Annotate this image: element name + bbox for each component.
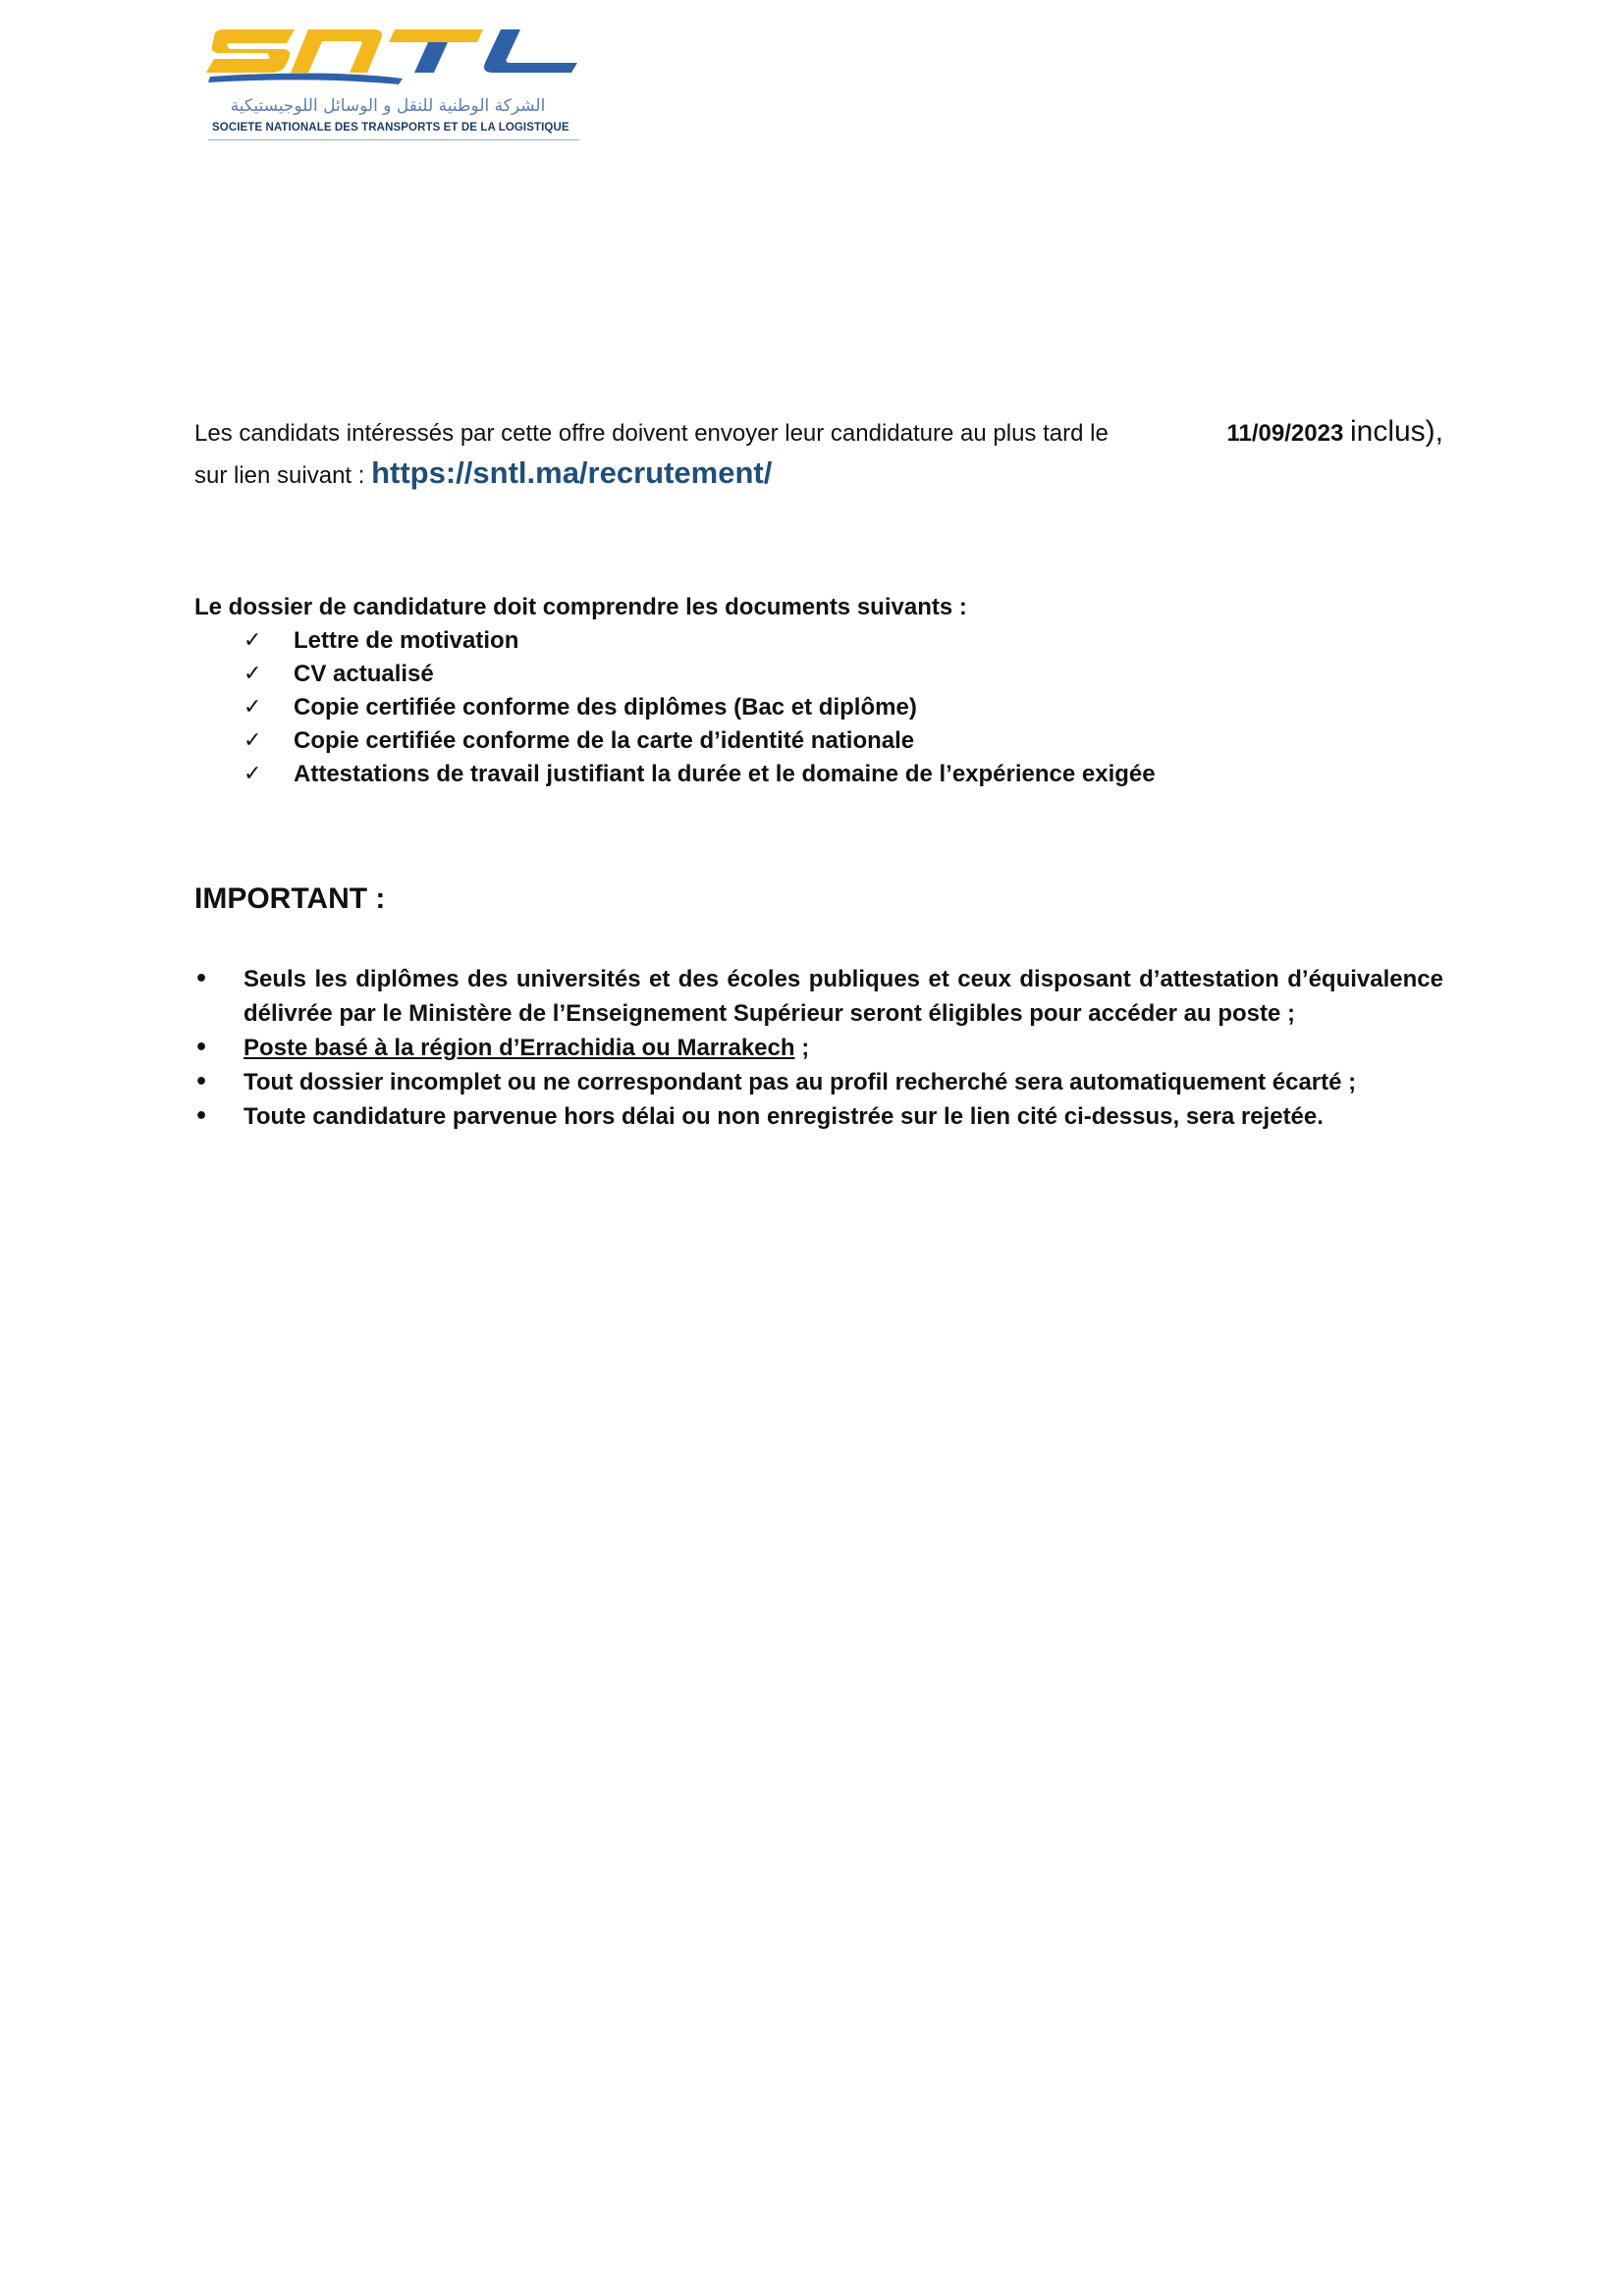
check-icon: ✓ xyxy=(244,628,262,653)
intro-text: Les candidats intéressés par cette offre doivent envoyer leur candidature au plus tard le xyxy=(194,420,1109,447)
check-icon: ✓ xyxy=(244,695,262,720)
bullet-icon: • xyxy=(194,967,209,991)
link-prefix: sur lien suivant : xyxy=(194,462,365,489)
bullet-icon: • xyxy=(194,1070,209,1095)
list-item: • Toute candidature parvenue hors délai ou non enregistrée sur le lien cité ci-dessus, sera rejetée. xyxy=(194,1099,1443,1134)
deadline-date: 11/09/2023 xyxy=(1226,420,1344,447)
recruitment-link[interactable]: https://sntl.ma/recrutement/ xyxy=(371,455,773,490)
logo-divider xyxy=(208,139,579,140)
intro-line-1 xyxy=(194,412,1443,454)
documents-section xyxy=(194,591,1443,791)
important-rules xyxy=(194,962,1443,1134)
bullet-icon: • xyxy=(194,1036,209,1060)
list-item: • Poste basé à la région d’Errachidia ou Marrakech ; xyxy=(194,1031,1443,1065)
check-icon: ✓ xyxy=(244,662,262,686)
sntl-wordmark-graphic xyxy=(206,29,581,94)
list-item: ✓ Copie certifiée conforme de la carte d’identité nationale xyxy=(194,724,1443,758)
list-item: ✓ Lettre de motivation xyxy=(194,624,1443,658)
list-item: ✓ Attestations de travail justifiant la durée et le domaine de l’expérience exigée xyxy=(194,758,1443,791)
list-item: • Tout dossier incomplet ou ne correspondant pas au profil recherché sera automatiquement écarté ; xyxy=(194,1065,1443,1099)
company-logo xyxy=(206,29,581,145)
list-item: • Seuls les diplômes des universités et des écoles publiques et ceux disposant d’attestation d’équivalence délivrée par le Ministère de l’Enseignement Supérieur seront éligibles pour accéder au poste ; xyxy=(194,962,1443,1031)
rules-list xyxy=(194,962,1443,1134)
logo-french-name: SOCIETE NATIONALE DES TRANSPORTS ET DE LA LOGISTIQUE xyxy=(212,122,569,133)
list-item: ✓ Copie certifiée conforme des diplômes (Bac et diplôme) xyxy=(194,691,1443,724)
intro-suffix: inclus), xyxy=(1349,415,1443,448)
list-item: ✓ CV actualisé xyxy=(194,658,1443,691)
location-text: Poste basé à la région d’Errachidia ou Marrakech xyxy=(244,1035,795,1061)
intro-line-2 xyxy=(194,454,1443,496)
intro-paragraph xyxy=(194,412,1443,496)
important-heading: IMPORTANT : xyxy=(194,882,386,915)
documents-heading: Le dossier de candidature doit comprendre les documents suivants : xyxy=(194,594,967,620)
logo-arabic-name: الشركة الوطنية للنقل و الوسائل اللوجيستيكية xyxy=(230,96,546,116)
check-icon: ✓ xyxy=(244,728,262,753)
documents-list xyxy=(194,624,1443,791)
check-icon: ✓ xyxy=(244,762,262,786)
bullet-icon: • xyxy=(194,1104,209,1129)
